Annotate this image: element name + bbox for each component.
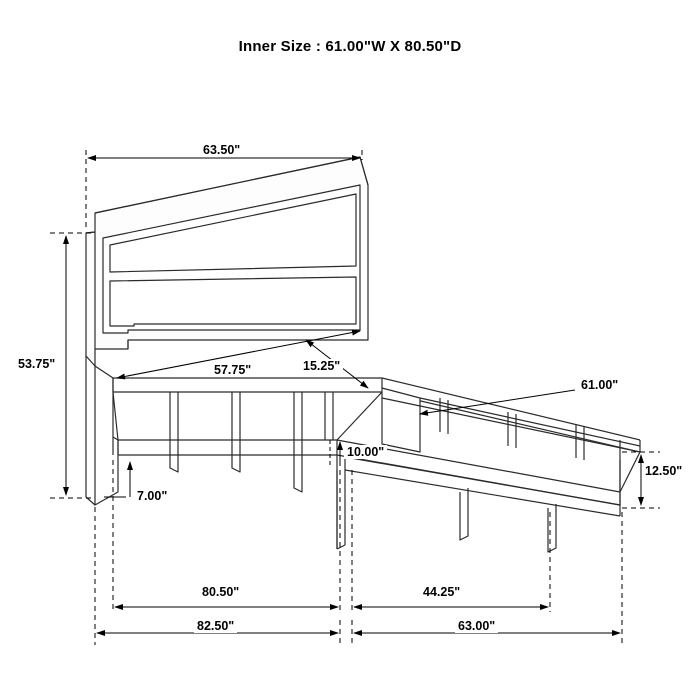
dim-label-inner-depth: 80.50" (199, 585, 242, 599)
dim-label-panel-width: 57.75" (211, 363, 254, 377)
dim-label-overall-height: 53.75" (18, 357, 56, 371)
dim-label-slat-height: 10.00" (344, 445, 387, 459)
dim-label-overall-depth: 82.50" (194, 619, 237, 633)
dim-label-inner-width: 61.00" (578, 378, 621, 392)
dim-label-side-depth: 44.25" (420, 585, 463, 599)
dim-inner-width-leader (420, 390, 575, 414)
dim-label-clearance: 7.00" (134, 489, 170, 503)
page-title: Inner Size : 61.00"W X 80.50"D (238, 38, 462, 55)
dim-label-headboard-width: 63.50" (200, 143, 243, 157)
dim-label-deck-height: 12.50" (645, 464, 683, 478)
dim-label-footboard: 15.25" (300, 359, 343, 373)
dim-label-overall-width: 63.00" (455, 619, 498, 633)
